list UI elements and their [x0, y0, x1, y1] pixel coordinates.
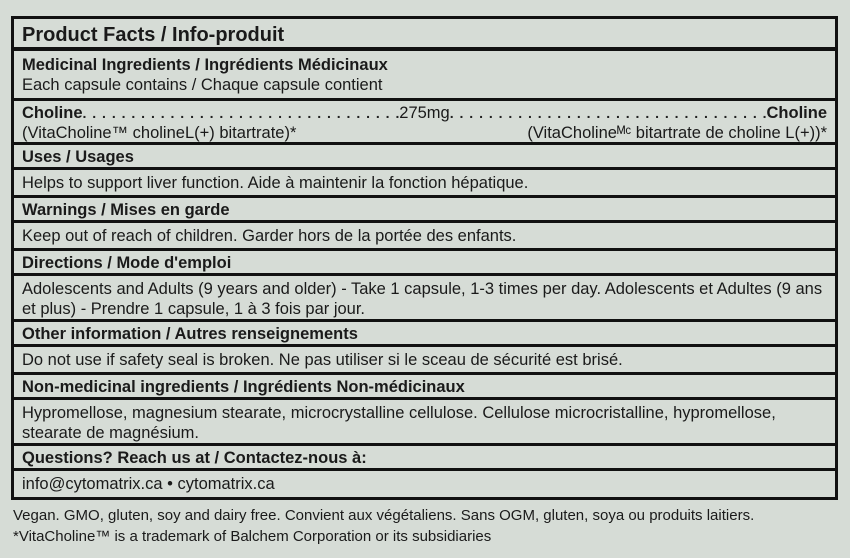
choline-source-en: (VitaCholine™ cholineL(+) bitartrate)* [22, 124, 297, 142]
product-facts-panel [11, 16, 838, 500]
footer-dietary: Vegan. GMO, gluten, soy and dairy free. Convient aux végétaliens. Sans OGM, gluten, soya ou produits laitiers. [13, 507, 755, 524]
dot-leader [450, 103, 767, 123]
uses-header: Uses / Usages [14, 145, 835, 170]
directions-body: Adolescents and Adults (9 years and older) - Take 1 capsule, 1-3 times per day. Adolescents et Adultes (9 ans et plus) - Prendre 1 capsule, 1 à 3 fois par jour. [14, 276, 835, 322]
choline-name-en: Choline [22, 104, 83, 122]
medicinal-sub: Each capsule contains / Chaque capsule contient [22, 76, 383, 94]
other-info-body: Do not use if safety seal is broken. Ne pas utiliser si le sceau de sécurité est brisé. [14, 347, 835, 375]
medicinal-header: Medicinal Ingredients / Ingrédients Médicinaux [22, 56, 388, 74]
contact-info[interactable]: info@cytomatrix.ca • cytomatrix.ca [22, 475, 275, 493]
directions-header: Directions / Mode d'emploi [14, 251, 835, 276]
other-info-header: Other information / Autres renseignements [14, 322, 835, 347]
choline-amount: 275mg [399, 104, 450, 122]
choline-row [14, 101, 835, 145]
questions-header: Questions? Reach us at / Contactez-nous à: [14, 446, 835, 471]
medicinal-ingredients [14, 51, 835, 101]
choline-name-fr: Choline [766, 104, 828, 122]
panel-title: Product Facts / Info-produit [14, 19, 835, 51]
non-medicinal-header: Non-medicinal ingredients / Ingrédients Non-médicinaux [14, 375, 835, 400]
footer [13, 505, 843, 547]
warnings-body: Keep out of reach of children. Garder hors de la portée des enfants. [14, 223, 835, 251]
warnings-header: Warnings / Mises en garde [14, 198, 835, 223]
dot-leader [83, 103, 400, 123]
non-medicinal-body: Hypromellose, magnesium stearate, microcrystalline cellulose. Cellulose microcristalline, hypromellose, stearate de magnésium. [14, 400, 835, 446]
uses-body: Helps to support liver function. Aide à maintenir la fonction hépatique. [14, 170, 835, 198]
footer-trademark: *VitaCholine™ is a trademark of Balchem Corporation or its subsidiaries [13, 528, 492, 545]
choline-source-fr: (VitaCholineᴹᶜ bitartrate de choline L(+))* [527, 124, 827, 142]
